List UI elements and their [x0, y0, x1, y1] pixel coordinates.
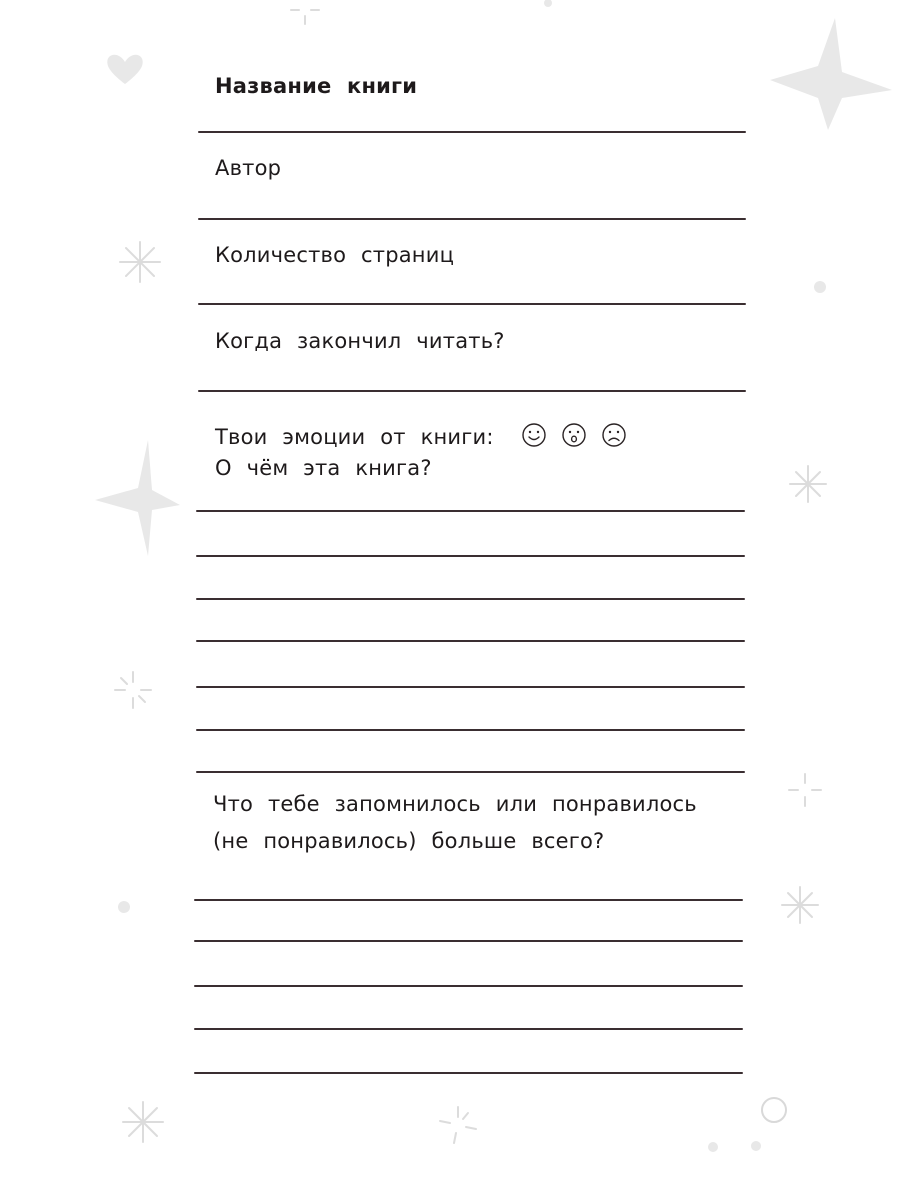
heart-icon	[107, 55, 142, 84]
page-count-line[interactable]	[198, 303, 746, 305]
sparkle-icon	[782, 887, 818, 923]
memorable-line-4[interactable]	[194, 1028, 743, 1030]
sparkle-icon	[790, 466, 826, 502]
about-line-2[interactable]	[196, 555, 745, 557]
author-line[interactable]	[198, 218, 746, 220]
burst-icon	[440, 1107, 476, 1143]
memorable-line-5[interactable]	[194, 1072, 743, 1074]
about-line-5[interactable]	[196, 686, 745, 688]
sparkle-icon	[123, 1102, 163, 1142]
memorable-label-line-1: Что тебе запомнилось или понравилось	[213, 792, 697, 816]
page-count-label: Количество страниц	[215, 243, 455, 267]
memorable-label-line-2: (не понравилось) больше всего?	[213, 829, 605, 853]
book-title-line[interactable]	[198, 131, 746, 133]
dot-icon	[814, 281, 826, 293]
about-line-7[interactable]	[196, 771, 745, 773]
emotion-options	[521, 422, 627, 448]
emotions-label: Твои эмоции от книги:	[215, 425, 494, 449]
finished-reading-label: Когда закончил читать?	[215, 329, 505, 353]
dot-icon	[708, 1142, 718, 1152]
finished-reading-line[interactable]	[198, 390, 746, 392]
burst-icon	[115, 672, 151, 708]
book-title-label: Название книги	[215, 74, 418, 98]
about-book-label: О чём эта книга?	[215, 456, 432, 480]
dot-icon	[751, 1141, 761, 1151]
author-label: Автор	[215, 156, 282, 180]
sad-face-icon[interactable]	[601, 422, 627, 448]
sparkle-icon	[120, 242, 160, 282]
about-line-6[interactable]	[196, 729, 745, 731]
about-line-3[interactable]	[196, 598, 745, 600]
dot-icon	[544, 0, 552, 7]
burst-icon	[789, 774, 821, 806]
memorable-line-2[interactable]	[194, 940, 743, 942]
burst-icon	[291, 10, 319, 24]
memorable-line-3[interactable]	[194, 985, 743, 987]
memorable-line-1[interactable]	[194, 899, 743, 901]
about-line-4[interactable]	[196, 640, 745, 642]
surprised-face-icon[interactable]	[561, 422, 587, 448]
about-line-1[interactable]	[196, 510, 745, 512]
smiling-face-icon[interactable]	[521, 422, 547, 448]
star-icon	[95, 440, 180, 556]
dot-icon	[118, 901, 130, 913]
emotions-row	[215, 422, 627, 451]
ring-icon	[762, 1098, 786, 1122]
star-icon	[770, 18, 892, 130]
